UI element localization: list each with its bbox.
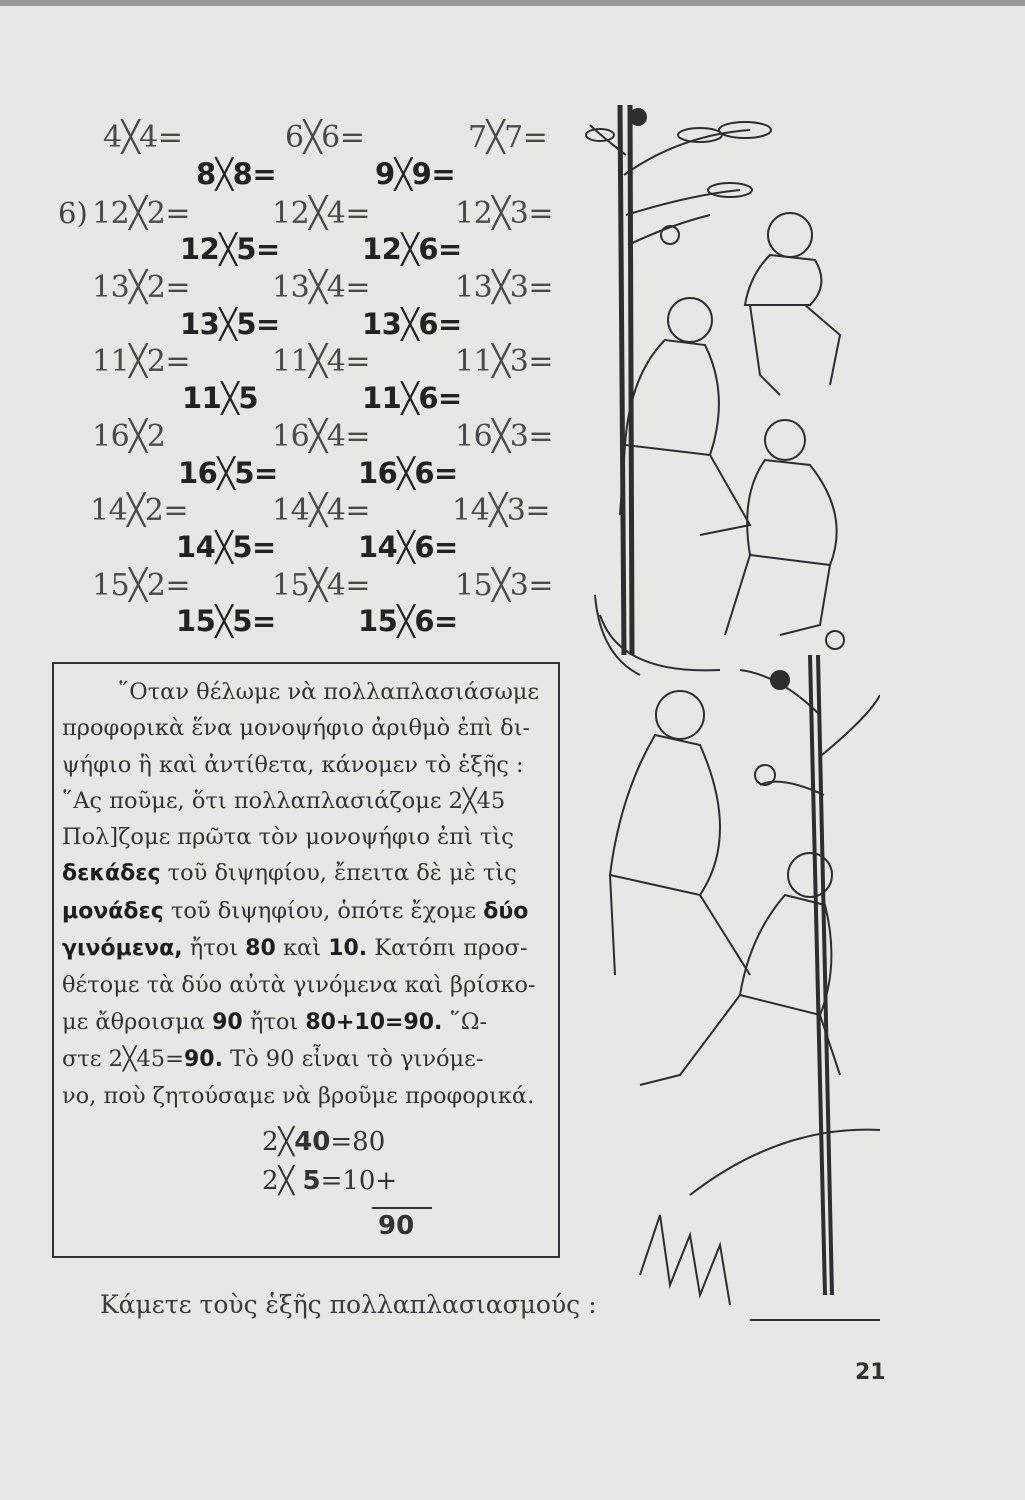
rule-fragment: καὶ [275,935,329,962]
bold-term: 80+10=90. [305,1009,443,1035]
exercise-item: 6╳6= [285,120,365,155]
exercise-item: 14╳5= [176,530,276,564]
exercise-item: 12╳5= [180,232,280,266]
exercise-item: 13╳4= [272,270,370,305]
bold-term: 80 [245,936,276,962]
exercise-item: 11╳2= [92,344,190,379]
rule-text [62,674,554,1115]
exercise-item: 11╳6= [362,381,462,415]
bold-term: δεκάδες [62,861,161,887]
calc-line [262,1166,397,1196]
exercise-item: 15╳4= [272,568,370,603]
exercise-item: 14╳3= [452,493,550,528]
exercise-item: 16╳2 [92,419,166,454]
exercise-item: 15╳6= [358,604,458,638]
exercise-item: 12╳6= [362,232,462,266]
illustration-children-playing [580,95,880,1335]
rule-line: ψήφιο ἢ καὶ ἀντίθετα, κάνομεν τὸ ἑξῆς : [62,751,524,778]
rule-line: Πολ]ζομε πρῶτα τὸν μονοψήφιο ἐπὶ τὶς [62,824,514,851]
exercise-item: 14╳6= [358,530,458,564]
calc-fragment: =10+ [320,1166,398,1196]
exercise-item: 12╳2= [92,196,190,231]
rule-fragment: με ἄθροισμα [62,1008,213,1035]
bold-term: 90. [183,1046,223,1072]
exercise-item: 11╳5 [182,381,258,415]
rule-fragment: ῞Ω- [442,1008,488,1035]
exercise-item: 15╳5= [176,604,276,638]
rule-line [62,1041,554,1078]
rule-line: θέτομε τὰ δύο αὐτὰ γινόμενα καὶ βρίσκο- [62,972,536,999]
bold-term: γινόμενα, [62,936,183,962]
exercise-item: 4╳4= [103,120,183,155]
rule-line [62,893,554,930]
rule-fragment: στε 2╳45= [62,1045,184,1072]
calc-bold: 40 [294,1127,331,1157]
rule-line: ῞Ας ποῦμε, ὅτι πολλαπλασιάζομε 2╳45 [62,787,506,814]
rule-fragment: ἤτοι [242,1008,306,1035]
exercise-item: 13╳5= [180,307,280,341]
exercise-item: 13╳3= [455,270,553,305]
exercise-item: 13╳6= [362,307,462,341]
rule-line [62,1004,554,1041]
exercise-item: 16╳6= [358,456,458,490]
rule-line [62,930,554,967]
rule-fragment: τοῦ διψηφίου, ἔπειτα δὲ μὲ τὶς [160,860,517,887]
calc-line [262,1127,385,1157]
bold-term: δύο [483,898,529,924]
bold-term: 10. [328,936,368,962]
exercise-item: 13╳2= [92,270,190,305]
rule-line: νο, ποὺ ζητούσαμε νὰ βροῦμε προφορικά. [62,1083,535,1110]
exercise-item: 16╳3= [455,419,553,454]
exercise-item: 15╳3= [455,568,553,603]
exercise-item: 14╳4= [272,493,370,528]
bold-term: μονάδες [62,898,164,924]
footer-instruction: Κάμετε τοὺς ἑξῆς πολλαπλασιασμούς : [100,1290,597,1319]
exercise-item: 9╳9= [375,157,456,191]
rule-line: ῞Οταν θέλωμε νὰ πολλαπλασιάσωμε [118,679,540,705]
rule-line [62,855,554,892]
scan-edge [0,0,1025,6]
exercise-item: 12╳3= [455,196,553,231]
exercise-item: 15╳2= [92,568,190,603]
exercise-item: 14╳2= [90,493,188,528]
exercise-item: 16╳5= [178,456,278,490]
exercise-item: 8╳8= [196,157,277,191]
exercise-item: 12╳4= [272,196,370,231]
calc-result [378,1211,414,1241]
calc-fragment: =80 [330,1127,386,1157]
rule-fragment: Τὸ 90 εἶναι τὸ γινόμε- [222,1045,484,1072]
rule-fragment: Κατόπι προσ- [367,935,528,962]
rule-fragment: ἤτοι [182,935,246,962]
rule-line: προφορικὰ ἕνα μονοψήφιο ἀριθμὸ ἐπὶ δι- [62,715,531,742]
exercise-item: 7╳7= [468,120,548,155]
bold-term: 90 [212,1009,243,1035]
exercise-item: 11╳3= [455,344,553,379]
rule-fragment: τοῦ διψηφίου, ὁπότε ἔχομε [163,897,484,924]
exercise-item: 11╳4= [272,344,370,379]
calc-bold: 5 [302,1166,321,1196]
exercise-item: 16╳4= [272,419,370,454]
sum-rule [372,1207,432,1209]
calc-bold: 90 [378,1211,415,1241]
calc-fragment: 2╳ [262,1166,303,1196]
calc-fragment: 2╳ [262,1127,295,1157]
section-label: 6) [58,196,88,230]
page-number: 21 [855,1360,886,1385]
